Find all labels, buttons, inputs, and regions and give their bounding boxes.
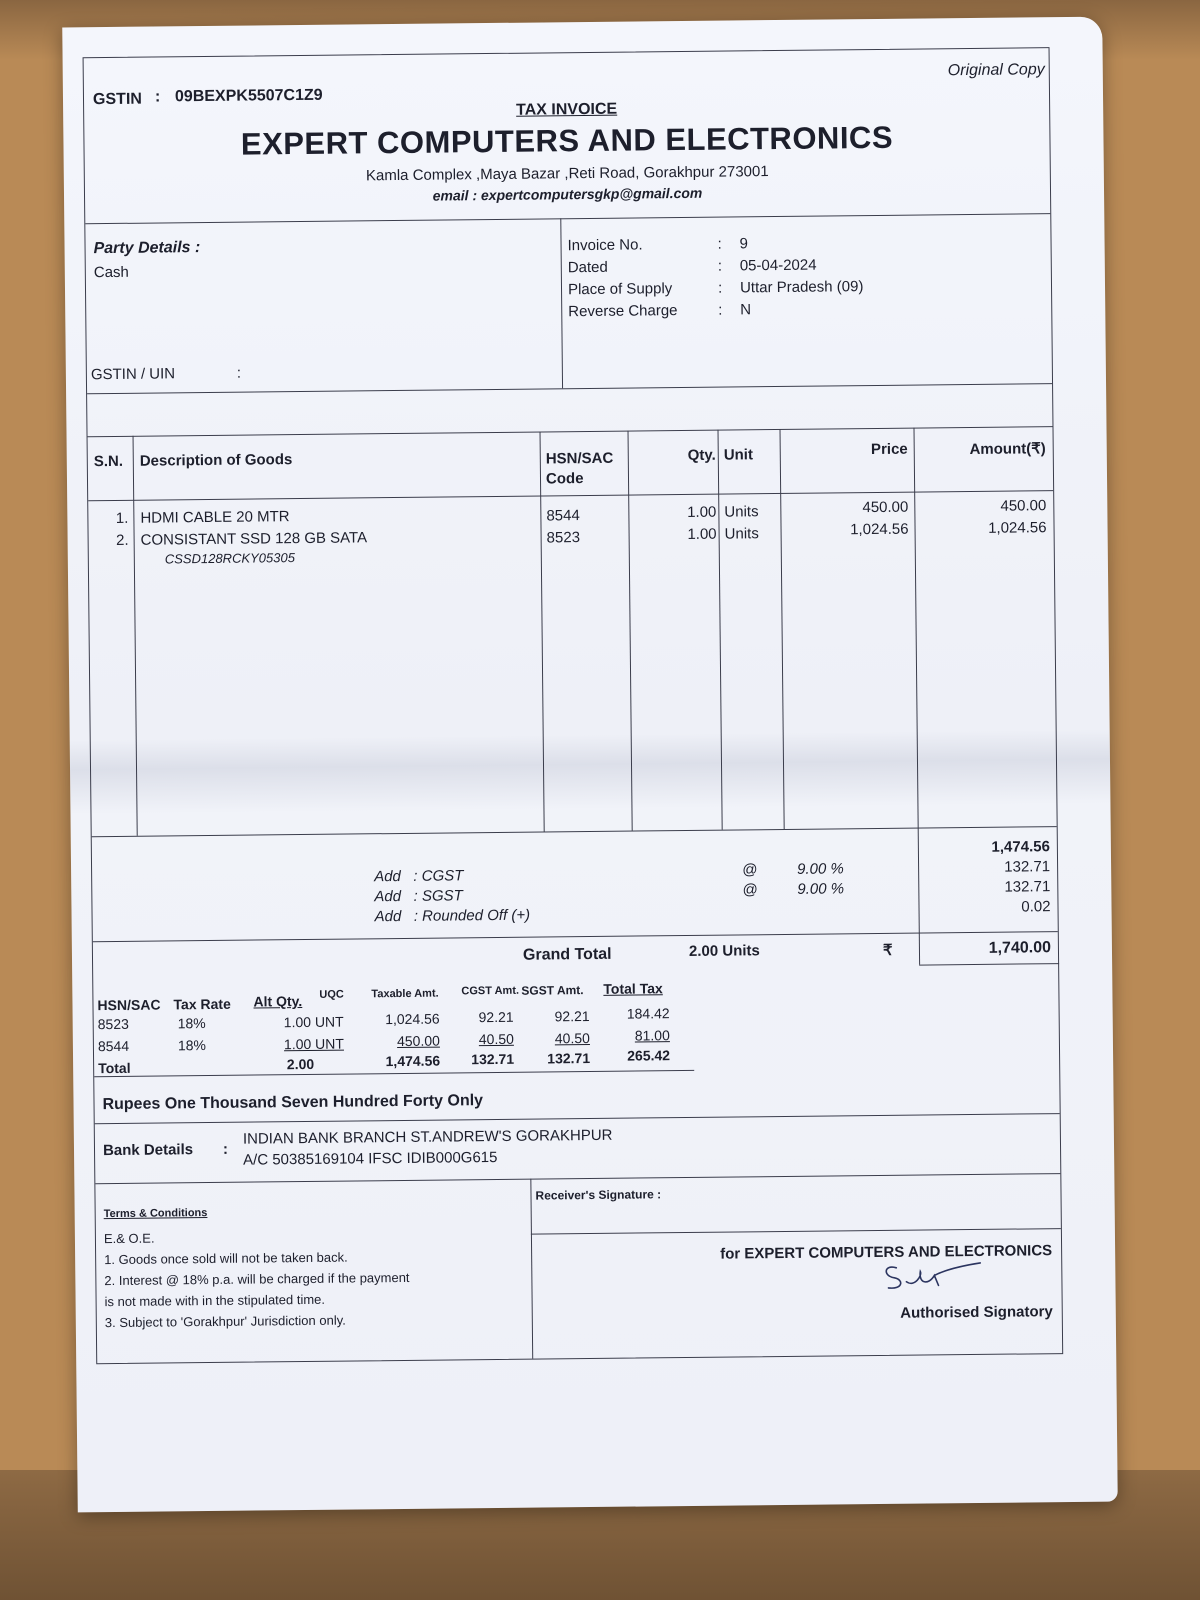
tax-line-sgst: Add : SGST (374, 887, 463, 906)
cell-qty: 1.00 (687, 503, 717, 521)
terms-section (95, 1184, 530, 1331)
col-header-price: Price (870, 440, 908, 459)
handwritten-signature (876, 1257, 986, 1298)
summary-header-uqc: UQC (319, 988, 344, 1001)
party-name: Cash (93, 263, 129, 282)
terms-line: 3. Subject to 'Gorakhpur' Jurisdiction only. (104, 1312, 346, 1331)
summary-header-taxable: Taxable Amt. (371, 987, 439, 1001)
summary-total-label: Total (98, 1059, 131, 1077)
cell-description-sub: CSSD128RCKY05305 (164, 550, 295, 567)
cell-qty: 1.00 (687, 525, 717, 543)
summary-cell-sgst: 40.50 (554, 1030, 590, 1047)
summary-total-alt-qty: 2.00 (286, 1055, 315, 1073)
party-gstin-label: GSTIN / UIN (90, 365, 176, 384)
terms-line: 2. Interest @ 18% p.a. will be charged if the payment (104, 1269, 410, 1289)
terms-list (104, 1225, 410, 1333)
meta-row-invoice-no: Invoice No. : 9 (567, 235, 748, 255)
cell-price: 1,024.56 (850, 520, 909, 539)
seller-gstin-colon: : (154, 88, 161, 106)
sgst-rate: 9.00 % (797, 880, 845, 898)
subtotal-value: 1,474.56 (991, 838, 1050, 856)
summary-cell-cgst: 40.50 (478, 1030, 514, 1048)
cell-description: CONSISTANT SSD 128 GB SATA (140, 529, 368, 549)
cell-description: HDMI CABLE 20 MTR (140, 508, 290, 527)
summary-header-rate: Tax Rate (173, 995, 231, 1013)
summary-header-sgst: SGST Amt. (521, 983, 584, 998)
summary-cell-alt-qty: 1.00 UNT (283, 1013, 344, 1031)
cgst-rate: 9.00 % (797, 860, 844, 878)
invoice-paper (62, 17, 1117, 1513)
summary-cell-cgst: 92.21 (478, 1008, 514, 1026)
summary-cell-sgst: 92.21 (554, 1008, 590, 1025)
cgst-amount: 132.71 (1004, 858, 1051, 876)
company-email: email : expertcomputersgkp@gmail.com (432, 184, 703, 204)
table-row (89, 519, 1055, 592)
col-header-qty: Qty. (687, 446, 716, 464)
meta-row-dated: Dated : 05-04-2024 (567, 256, 817, 277)
seller-gstin-value: 09BEXPK5507C1Z9 (174, 86, 323, 106)
col-header-amount: Amount(₹) (969, 440, 1046, 459)
summary-total-sgst: 132.71 (547, 1050, 591, 1067)
party-gstin-colon: : (236, 364, 242, 382)
cell-price: 450.00 (862, 498, 909, 517)
summary-cell-taxable: 450.00 (396, 1032, 440, 1050)
cell-unit: Units (724, 503, 759, 521)
amount-in-words: Rupees One Thousand Seven Hundred Forty Only (102, 1092, 484, 1114)
summary-header-total-tax: Total Tax (603, 980, 663, 997)
party-details-label: Party Details : (93, 239, 201, 258)
bank-line-2: A/C 50385169104 IFSC IDIB000G615 (243, 1148, 498, 1169)
sgst-at: @ (742, 881, 758, 899)
cell-amount: 1,024.56 (988, 519, 1047, 537)
terms-title: Terms & Conditions (103, 1207, 208, 1221)
company-name: EXPERT COMPUTERS AND ELECTRONICS (240, 119, 894, 162)
summary-header-hsn: HSN/SAC (97, 996, 161, 1014)
meta-row-reverse-charge: Reverse Charge : N (568, 301, 752, 321)
terms-line: 1. Goods once sold will not be taken back. (104, 1249, 348, 1268)
seller-gstin-label: GSTIN (92, 90, 142, 109)
sgst-amount: 132.71 (1004, 878, 1051, 896)
for-company-label: for EXPERT COMPUTERS AND ELECTRONICS (720, 1242, 1053, 1263)
invoice-sheet (83, 47, 1064, 1364)
bank-details-label: Bank Details (102, 1141, 194, 1160)
cell-amount: 450.00 (1000, 497, 1047, 515)
bank-line-1: INDIAN BANK BRANCH ST.ANDREW'S GORAKHPUR (242, 1126, 613, 1148)
meta-row-place-of-supply: Place of Supply : Uttar Pradesh (09) (567, 278, 864, 299)
col-header-hsn: HSN/SAC Code (545, 449, 614, 488)
document-title: TAX INVOICE (516, 100, 618, 119)
copy-label: Original Copy (947, 61, 1045, 80)
tax-line-rounded-off: Add : Rounded Off (+) (374, 906, 531, 926)
authorised-signatory-label: Authorised Signatory (900, 1303, 1053, 1322)
summary-header-alt-qty: Alt Qty. (253, 993, 303, 1010)
bank-details (243, 1125, 613, 1171)
bank-details-colon: : (222, 1140, 229, 1158)
cell-hsn: 8523 (546, 529, 581, 547)
grand-total-label: Grand Total (522, 945, 612, 964)
summary-cell-taxable: 1,024.56 (385, 1010, 440, 1028)
grand-total-qty: 2.00 Units (688, 942, 760, 960)
rounded-off-amount: 0.02 (1021, 898, 1051, 916)
terms-line: E.& O.E. (103, 1230, 155, 1247)
summary-cell-rate: 18% (177, 1015, 206, 1032)
grand-total-value: 1,740.00 (988, 939, 1052, 957)
summary-cell-total-tax: 184.42 (626, 1005, 670, 1022)
currency-symbol: ₹ (882, 941, 893, 959)
summary-cell-hsn: 8523 (97, 1015, 129, 1033)
tax-line-cgst: Add : CGST (374, 867, 464, 886)
terms-line: is not made with in the stipulated time. (104, 1291, 326, 1310)
invoice-meta (567, 232, 863, 323)
col-header-unit: Unit (723, 446, 754, 464)
summary-cell-hsn: 8544 (97, 1037, 130, 1055)
summary-total-cgst: 132.71 (471, 1050, 515, 1068)
tax-summary-table (93, 977, 694, 1077)
col-header-description: Description of Goods (139, 451, 293, 470)
cell-hsn: 8544 (546, 507, 580, 525)
company-address: Kamla Complex ,Maya Bazar ,Reti Road, Gorakhpur 273001 (365, 163, 769, 185)
col-header-sn: S.N. (93, 452, 124, 471)
summary-header-cgst: CGST Amt. (461, 984, 520, 998)
tax-lines (92, 858, 1057, 926)
summary-total-taxable: 1,474.56 (385, 1052, 441, 1070)
cgst-at: @ (742, 861, 758, 879)
cell-sn: 1. (115, 509, 129, 527)
summary-cell-rate: 18% (177, 1037, 207, 1054)
summary-total-total-tax: 265.42 (627, 1047, 671, 1064)
summary-cell-alt-qty: 1.00 UNT (283, 1035, 344, 1053)
receiver-signature-label: Receiver's Signature : (535, 1187, 662, 1203)
summary-cell-total-tax: 81.00 (634, 1027, 670, 1044)
cell-unit: Units (724, 525, 759, 543)
table-row-total (94, 1047, 694, 1077)
cell-sn: 2. (116, 531, 129, 549)
